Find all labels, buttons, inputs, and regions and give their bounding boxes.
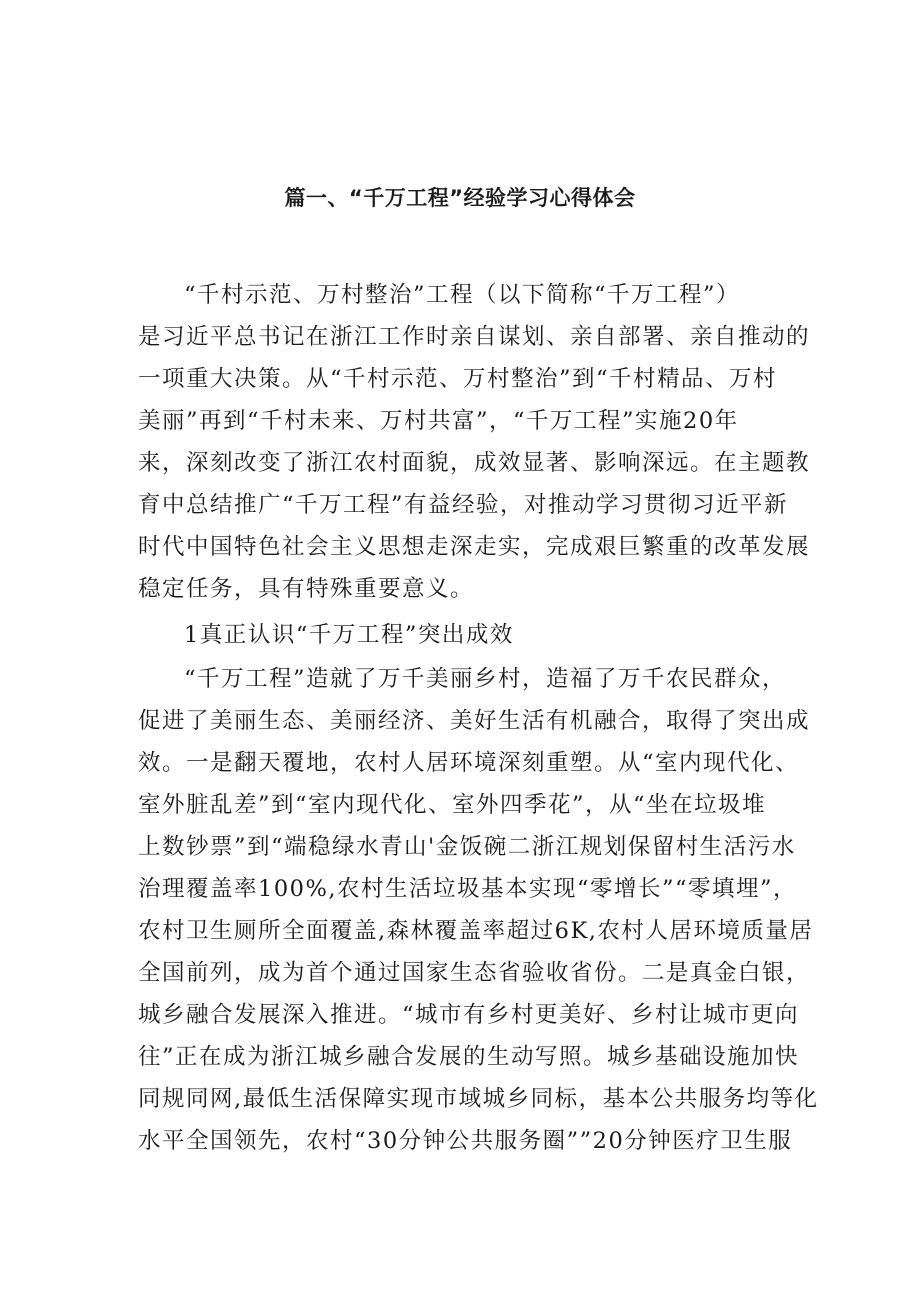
paragraph-line: 是习近平总书记在浙江工作时亲自谋划、亲自部署、亲自推动的	[138, 324, 811, 350]
paragraph-line: 育中总结推广“千万工程”有益经验，对推动学习贯彻习近平新	[138, 492, 789, 518]
paragraph-line: 室外脏乱差”到“室内现代化、室外四季花”，从“坐在垃圾堆	[138, 792, 767, 818]
document-title: 篇一、“千万工程”经验学习心得体会	[284, 186, 636, 210]
paragraph-line: 农村卫生厕所全面覆盖,森林覆盖率超过6K,农村人居环境质量居	[138, 918, 814, 944]
paragraph-line: 全国前列，成为首个通过国家生态省验收省份。二是真金白银，	[138, 960, 811, 986]
paragraph-line: 时代中国特色社会主义思想走深走实，完成艰巨繁重的改革发展	[138, 534, 811, 560]
paragraph-line: 治理覆盖率100%,农村生活垃圾基本实现“零增长”“零填埋”，	[138, 876, 797, 902]
paragraph-line: 美丽”再到“千村未来、万村共富”，“千万工程”实施20年	[138, 408, 739, 434]
paragraph-line: “千万工程”造就了万千美丽乡村，造福了万千农民群众，	[184, 666, 787, 692]
section-heading: 1真正认识“千万工程”突出成效	[184, 622, 514, 648]
paragraph-line: 水平全国领先，农村“30分钟公共服务圈””20分钟医疗卫生服	[138, 1128, 793, 1154]
paragraph-line: 来，深刻改变了浙江农村面貌，成效显著、影响深远。在主题教	[138, 450, 811, 476]
paragraph-line: 上数钞票”到“端稳绿水青山'金饭碗二浙江规划保留村生活污水	[138, 834, 796, 860]
paragraph-line: 同规同网,最低生活保障实现市域城乡同标，基本公共服务均等化	[138, 1086, 819, 1112]
paragraph-line: 促进了美丽生态、美丽经济、美好生活有机融合，取得了突出成	[138, 708, 811, 734]
paragraph-line: 一项重大决策。从“千村示范、万村整治”到“千村精品、万村	[138, 366, 778, 392]
paragraph-line: 效。一是翻天覆地，农村人居环境深刻重塑。从“室内现代化、	[138, 750, 800, 776]
paragraph-line: 城乡融合发展深入推进。“城市有乡村更美好、乡村让城市更向	[138, 1002, 800, 1028]
paragraph-line: “千村示范、万村整治”工程（以下简称“千万工程”）	[184, 282, 741, 308]
paragraph-line: 稳定任务，具有特殊重要意义。	[138, 576, 475, 602]
paragraph-line: 往”正在成为浙江城乡融合发展的生动写照。城乡基础设施加快	[138, 1044, 800, 1070]
